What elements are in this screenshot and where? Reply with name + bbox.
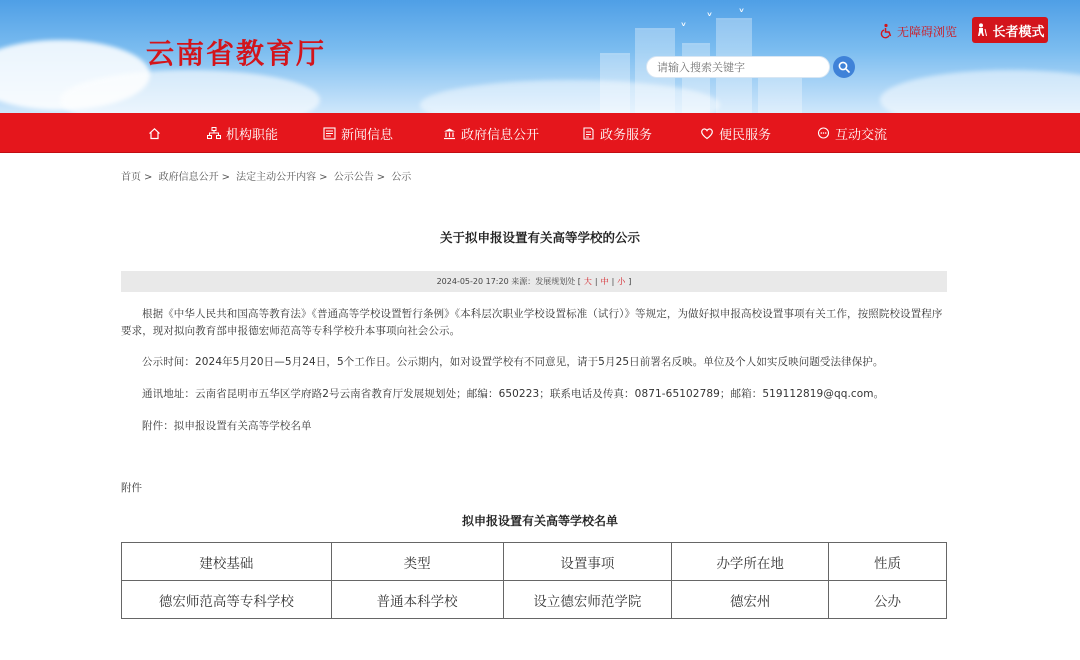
- bird-icon: ˅: [706, 12, 713, 28]
- table-cell: 德宏师范高等专科学校: [122, 581, 332, 619]
- table-cell: 普通本科学校: [331, 581, 503, 619]
- breadcrumb-item[interactable]: 公示: [391, 172, 412, 183]
- nav-item-interaction[interactable]: [817, 113, 887, 153]
- breadcrumb-item[interactable]: 公示公告: [333, 172, 374, 183]
- article-paragraph: 通讯地址：云南省昆明市五华区学府路2号云南省教育厅发展规划处；邮编：650223；联系电话及传真：0871-65102789；邮箱：519112819@qq.com。: [142, 388, 885, 400]
- table-header-cell: 类型: [331, 543, 503, 581]
- meta-separator: |: [594, 277, 598, 286]
- breadcrumb-item[interactable]: 政府信息公开: [158, 172, 219, 183]
- government-building-icon: [443, 127, 456, 140]
- meta-close-bracket: ]: [628, 277, 632, 286]
- accessibility-link[interactable]: [878, 20, 957, 42]
- breadcrumb-separator: >: [376, 172, 386, 183]
- site-title[interactable]: 云南省教育厅: [146, 37, 327, 70]
- elder-mode-label: 长者模式: [992, 24, 1045, 40]
- breadcrumb-item[interactable]: 法定主动公开内容: [236, 172, 317, 183]
- nav-item-label: 新闻信息: [341, 127, 394, 143]
- nav-item-label: 便民服务: [719, 127, 772, 143]
- chat-icon: [817, 127, 830, 140]
- school-list-title: 拟申报设置有关高等学校名单: [461, 514, 618, 528]
- heart-hands-icon: [700, 127, 714, 140]
- table-header-cell: 办学所在地: [672, 543, 829, 581]
- article-title: 关于拟申报设置有关高等学校的公示: [439, 230, 640, 245]
- nav-item-label: 政府信息公开: [461, 127, 540, 143]
- search-button[interactable]: [833, 56, 855, 78]
- school-list-table: [121, 542, 947, 619]
- bird-icon: ˅: [680, 22, 687, 38]
- nav-home[interactable]: [148, 113, 161, 153]
- cloud-decoration: [880, 70, 1080, 113]
- table-header-row: [122, 543, 947, 581]
- font-size-large-button[interactable]: 大: [583, 277, 592, 286]
- font-size-medium-button[interactable]: 中: [600, 277, 609, 286]
- nav-item-label: 政务服务: [600, 127, 653, 143]
- article-paragraph: 公示时间：2024年5月20日—5月24日，5个工作日。公示期内，如对设置学校有不同意见，请于5月25日前署名反映。单位及个人如实反映问题受法律保护。: [142, 356, 884, 368]
- breadcrumb-separator: >: [144, 172, 153, 183]
- nav-item-news[interactable]: [323, 113, 393, 153]
- home-icon: [148, 127, 161, 140]
- font-size-small-button[interactable]: 小: [617, 277, 626, 286]
- article-meta-bar: [121, 271, 947, 292]
- table-cell: 设立德宏师范学院: [503, 581, 672, 619]
- newspaper-icon: [323, 127, 336, 140]
- document-service-icon: [582, 127, 595, 140]
- accessibility-label: 无障碍浏览: [897, 24, 958, 39]
- wheelchair-icon: [878, 23, 894, 39]
- article-meta: 2024-05-20 17:20 来源：发展规划处 [: [436, 277, 581, 286]
- nav-item-label: 机构职能: [226, 127, 279, 143]
- main-nav: [0, 113, 1080, 153]
- breadcrumb-item[interactable]: 首页: [121, 172, 141, 183]
- meta-separator: |: [611, 277, 615, 286]
- table-header-cell: 建校基础: [122, 543, 332, 581]
- nav-item-gov-info[interactable]: [443, 113, 539, 153]
- elder-mode-button[interactable]: [972, 17, 1048, 43]
- search-icon: [838, 61, 850, 73]
- breadcrumb-separator: >: [319, 172, 328, 183]
- search-input[interactable]: [646, 56, 830, 78]
- table-cell: 公办: [829, 581, 947, 619]
- org-chart-icon: [207, 127, 221, 140]
- table-cell: 德宏州: [672, 581, 829, 619]
- header-banner: [0, 0, 1080, 113]
- article-paragraph: 根据《中华人民共和国高等教育法》《普通高等学校设置暂行条例》《本科层次职业学校设置标准（试行）》等规定，为做好拟申报高校设置事项有关工作，按照院校设置程序要求，现对拟向教育部申报德宏师范高等专科学校升本事项向社会公示。: [121, 308, 943, 337]
- table-header-cell: 设置事项: [503, 543, 672, 581]
- nav-item-gov-services[interactable]: [582, 113, 652, 153]
- nav-item-public-services[interactable]: [700, 113, 771, 153]
- attachment-label: 附件: [121, 482, 142, 494]
- nav-item-label: 互动交流: [835, 127, 888, 143]
- breadcrumb-separator: >: [221, 172, 230, 183]
- attachment-link[interactable]: 附件：拟申报设置有关高等学校名单: [142, 420, 312, 432]
- bird-icon: ˅: [738, 8, 745, 24]
- nav-item-org-functions[interactable]: [207, 113, 278, 153]
- elder-person-icon: [975, 23, 988, 37]
- table-header-cell: 性质: [829, 543, 947, 581]
- breadcrumb: [121, 168, 414, 183]
- table-row: [122, 581, 947, 619]
